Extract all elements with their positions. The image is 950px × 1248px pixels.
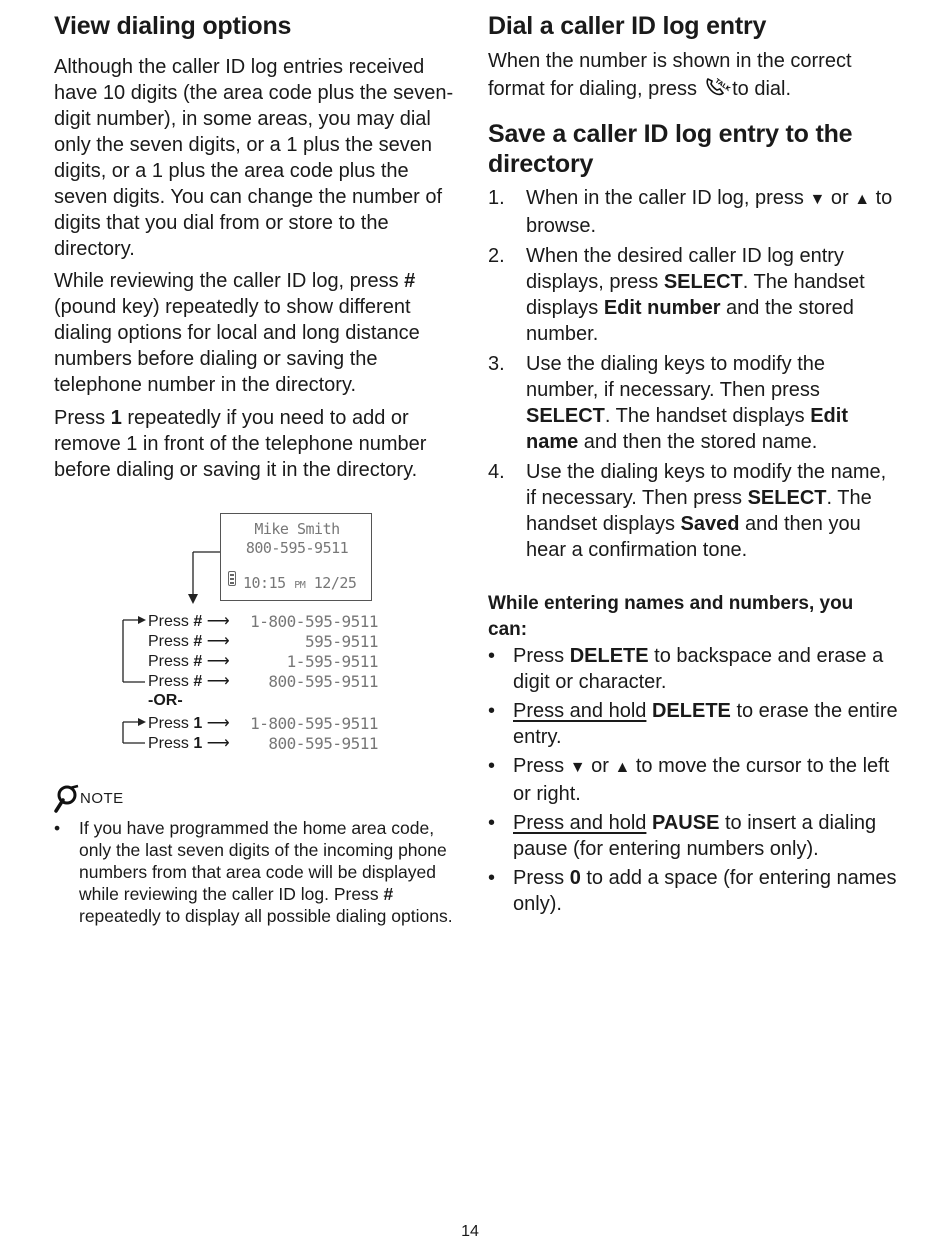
tip-item: • Press and hold DELETE to erase the entire entry.: [488, 700, 898, 748]
arrow-right-icon: ⟶: [202, 715, 230, 732]
tip-item: • Press DELETE to backspace and erase a digit or character.: [488, 645, 884, 693]
arrow-right-icon: ⟶: [202, 653, 230, 670]
note-label: NOTE: [80, 790, 124, 807]
up-arrow-icon: ▲: [614, 759, 631, 776]
arrow-right-icon: ⟶: [202, 613, 230, 630]
press-row: Press # ⟶ 800-595-9511: [148, 672, 378, 691]
while-entering-heading: While entering names and numbers, you can:: [488, 593, 854, 640]
arrow-right-icon: ⟶: [202, 673, 230, 690]
up-arrow-icon: ▲: [854, 191, 871, 208]
arrow-right-icon: ⟶: [202, 735, 230, 752]
or-separator: -OR-: [148, 692, 183, 709]
paragraph-pound-key: While reviewing the caller ID log, press # (pound key) repeatedly to show different dialing options for local and long distance numbers before dialing or saving the telephone number in the directory.: [54, 270, 420, 396]
screen-caller-name: Mike Smith: [254, 520, 340, 538]
press-row: Press # ⟶ 595-9511: [148, 632, 378, 651]
down-arrow-icon: ▼: [809, 191, 826, 208]
talk-key-icon: [703, 74, 731, 96]
heading-dial-caller-id: Dial a caller ID log entry: [488, 12, 767, 40]
heading-view-dialing-options: View dialing options: [54, 12, 292, 40]
down-arrow-icon: ▼: [569, 759, 586, 776]
note-section: [54, 784, 464, 927]
tip-item: • Press and hold PAUSE to insert a dialing pause (for entering numbers only).: [488, 812, 877, 860]
paragraph-press-one: Press 1 repeatedly if you need to add or remove 1 in front of the telephone number before dialing or saving it in the directory.: [54, 407, 427, 481]
step-item: 4. Use the dialing keys to modify the name, if necessary. Then press SELECT. The handset displays Saved and then you hear a confirmation tone.: [488, 461, 887, 561]
step-item: 1. When in the caller ID log, press ▼ or ▲ to browse.: [488, 187, 893, 237]
paragraph-intro: Although the caller ID log entries received have 10 digits (the area code plus the seven-digit number), in some areas, you may dial only the seven digits, or a 1 plus the seven digits, or a 1 plus the area code plus the seven digits. You can change the number of digits that you dial from or store to the directory.: [54, 56, 454, 260]
screen-time: 10:15 PM 12/25: [243, 574, 357, 592]
page-number: 14: [461, 1223, 479, 1240]
step-item: 2. When the desired caller ID log entry displays, press SELECT. The handset displays Edit number and the stored number.: [488, 245, 865, 345]
arrow-right-icon: ⟶: [202, 633, 230, 650]
press-row: Press 1 ⟶ 1-800-595-9511: [148, 714, 378, 733]
screen-caller-number: 800-595-9511: [245, 539, 349, 557]
save-steps-list: [488, 185, 898, 567]
tip-item: • Press ▼ or ▲ to move the cursor to the left or right.: [488, 755, 890, 805]
step-item: 3. Use the dialing keys to modify the number, if necessary. Then press SELECT. The handset displays Edit name and then the stored name.: [488, 353, 848, 453]
tip-item: • Press 0 to add a space (for entering names only).: [488, 867, 897, 915]
heading-save-to-directory: Save a caller ID log entry to the directory: [488, 120, 853, 178]
note-header: [54, 784, 464, 814]
press-row: Press # ⟶ 1-800-595-9511: [148, 612, 378, 631]
press-row: Press # ⟶ 1-595-9511: [148, 652, 378, 671]
editing-tips-list: [488, 643, 898, 920]
svg-text:TALK: TALK: [713, 77, 731, 93]
press-row: Press 1 ⟶ 800-595-9511: [148, 734, 378, 753]
paragraph-dial: When the number is shown in the correct format for dialing, press TALK to dial.: [488, 50, 852, 100]
note-item: • If you have programmed the home area code, only the last seven digits of the incoming phone numbers from that area code will be displayed while reviewing the caller ID log. Press # repeatedly to display all possible dialing options.: [54, 818, 453, 926]
note-pen-icon: [54, 784, 82, 812]
